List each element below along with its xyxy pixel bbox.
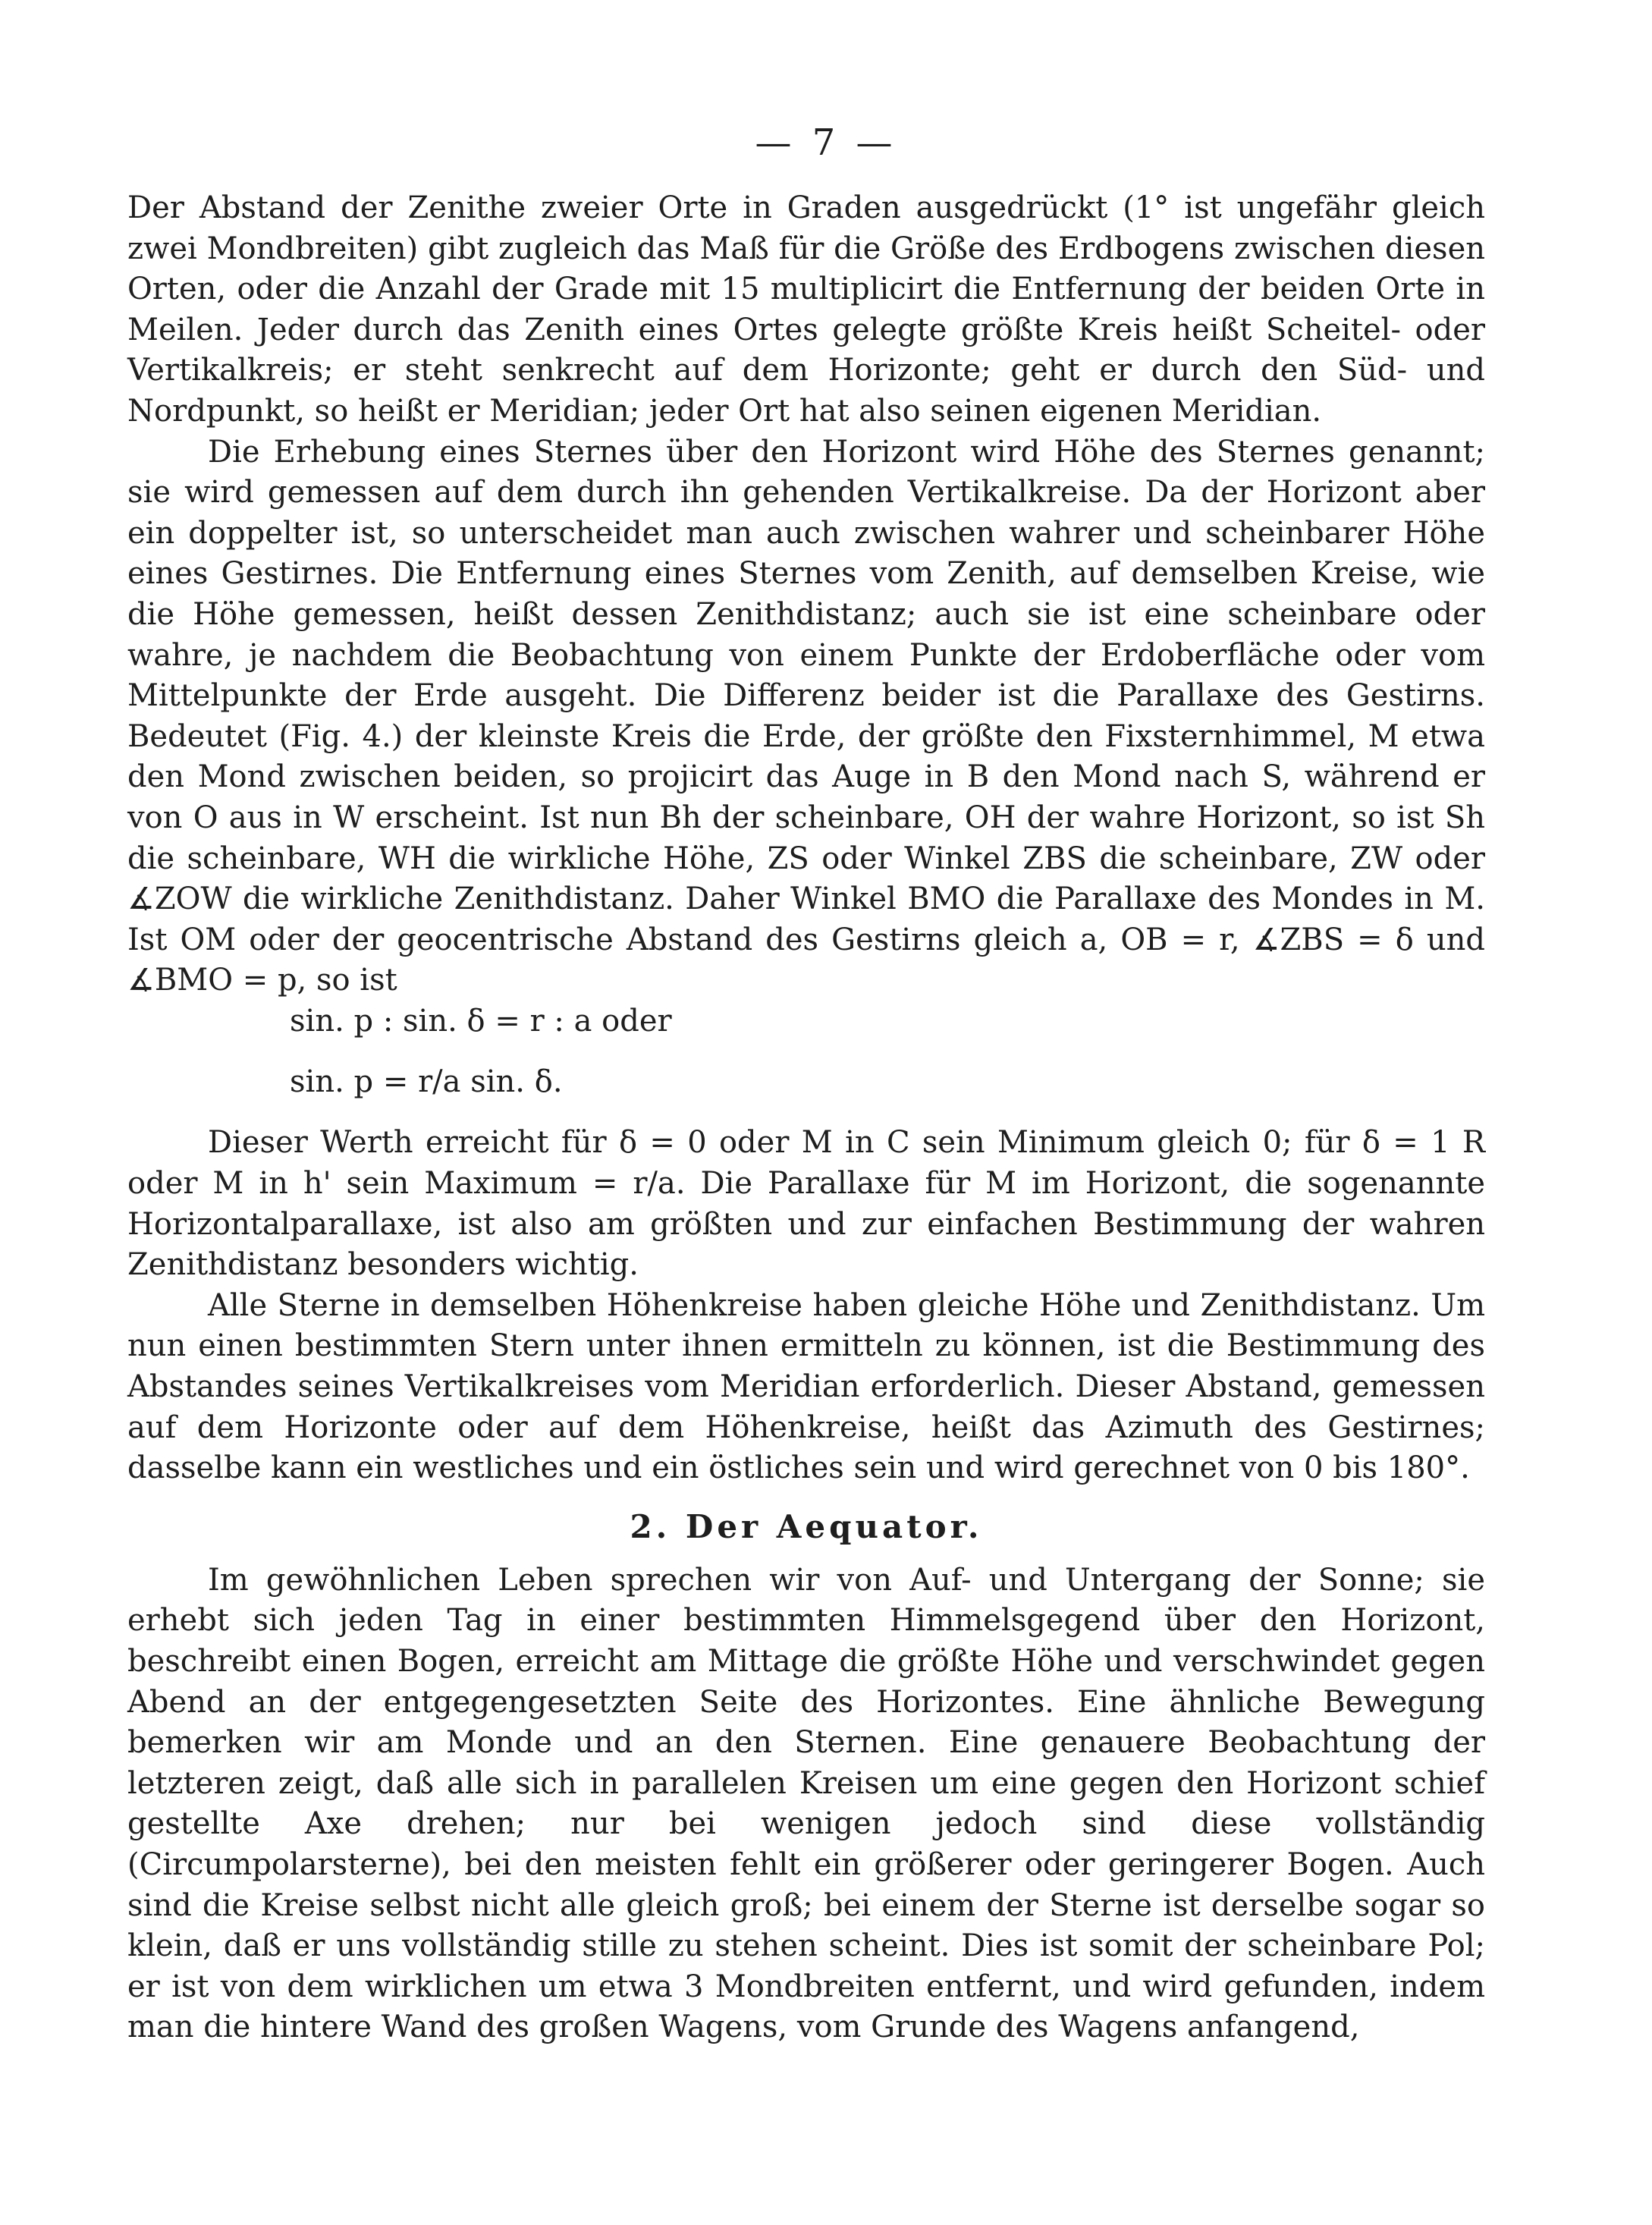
- paragraph-horizontal-parallax: Dieser Werth erreicht für δ = 0 oder M in C sein Minimum gleich 0; für δ = 1 R oder M in h' sein Maximum = r/a. Die Parallaxe für M im Horizont, die sogenannte Horizontalparallaxe, ist also am größten und zur einfachen Bestimmung der wahren Zenithdistanz besonders wichtig.: [127, 1125, 1485, 1283]
- paragraph-height-parallax: Die Erhebung eines Sternes über den Horizont wird Höhe des Sternes genannt; sie wird gemessen auf dem durch ihn gehenden Vertikalkreise. Da der Horizont aber ein doppelter ist, so unterscheidet man auch zwischen wahrer und scheinbarer Höhe eines Gestirnes. Die Entfernung eines Sternes vom Zenith, auf demselben Kreise, wie die Höhe gemessen, heißt dessen Zenithdistanz; auch sie ist eine scheinbare oder wahre, je nachdem die Beobachtung von einem Punkte der Erdoberfläche oder vom Mittelpunkte der Erde ausgeht. Die Differenz beider ist die Parallaxe des Gestirns. Bedeutet (Fig. 4.) der kleinste Kreis die Erde, der größte den Fixsternhimmel, M etwa den Mond zwischen beiden, so projicirt das Auge in B den Mond nach S, während er von O aus in W erscheint. Ist nun Bh der scheinbare, OH der wahre Horizont, so ist Sh die scheinbare, WH die wirkliche Höhe, ZS oder Winkel ZBS die scheinbare, ZW oder ∡ZOW die wirkliche Zenithdistanz. Daher Winkel BMO die Parallaxe des Mondes in M. Ist OM oder der geocentrische Abstand des Gestirns gleich a, OB = r, ∡ZBS = δ und ∡BMO = p, so ist: [127, 434, 1485, 998]
- formula-sine-ratio: sin. p : sin. δ = r : a oder: [290, 1003, 672, 1039]
- paragraph-daily-motion: Im gewöhnlichen Leben sprechen wir von Auf- und Untergang der Sonne; sie erhebt sich jeden Tag in einer bestimmten Himmelsgegend über den Horizont, beschreibt einen Bogen, erreicht am Mittage die größte Höhe und verschwindet gegen Abend an der entgegengesetzten Seite des Horizontes. Eine ähnliche Bewegung bemerken wir am Monde und an den Sternen. Eine genauere Beobachtung der letzteren zeigt, daß alle sich in parallelen Kreisen um eine gegen den Horizont schief gestellte Axe drehen; nur bei wenigen jedoch sind diese vollständig (Circumpolarsterne), bei den meisten fehlt ein größerer oder geringerer Bogen. Auch sind die Kreise selbst nicht alle gleich groß; bei einem der Sterne ist derselbe sogar so klein, daß er uns vollständig stille zu stehen scheint. Dies ist somit der scheinbare Pol; er ist von dem wirklichen um etwa 3 Mondbreiten entfernt, und wird gefunden, indem man die hintere Wand des großen Wagens, vom Grunde des Wagens anfangend,: [127, 1562, 1485, 2045]
- page-number: — 7 —: [755, 121, 897, 164]
- paragraph-zenith-distance: Der Abstand der Zenithe zweier Orte in Graden ausgedrückt (1° ist ungefähr gleich zwei Mondbreiten) gibt zugleich das Maß für die Größe des Erdbogens zwischen diesen Orten, oder die Anzahl der Grade mit 15 multiplicirt die Entfernung der beiden Orte in Meilen. Jeder durch das Zenith eines Ortes gelegte größte Kreis heißt Scheitel- oder Vertikalkreis; er steht senkrecht auf dem Horizonte; geht er durch den Süd- und Nordpunkt, so heißt er Meridian; jeder Ort hat also seinen eigenen Meridian.: [127, 190, 1485, 429]
- body-text: [127, 188, 1485, 2048]
- paragraph-azimuth: Alle Sterne in demselben Höhenkreise haben gleiche Höhe und Zenithdistanz. Um nun einen bestimmten Stern unter ihnen ermitteln zu können, ist die Bestimmung des Abstandes seines Vertikalkreises vom Meridian erforderlich. Dieser Abstand, gemessen auf dem Horizonte oder auf dem Höhenkreise, heißt das Azimuth des Gestirnes; dasselbe kann ein westliches und ein östliches sein und wird gerechnet von 0 bis 180°.: [127, 1287, 1485, 1486]
- section-heading-aequator: 2. Der Aequator.: [630, 1507, 983, 1545]
- formula-sine-parallax: sin. p = r/a sin. δ.: [290, 1064, 563, 1100]
